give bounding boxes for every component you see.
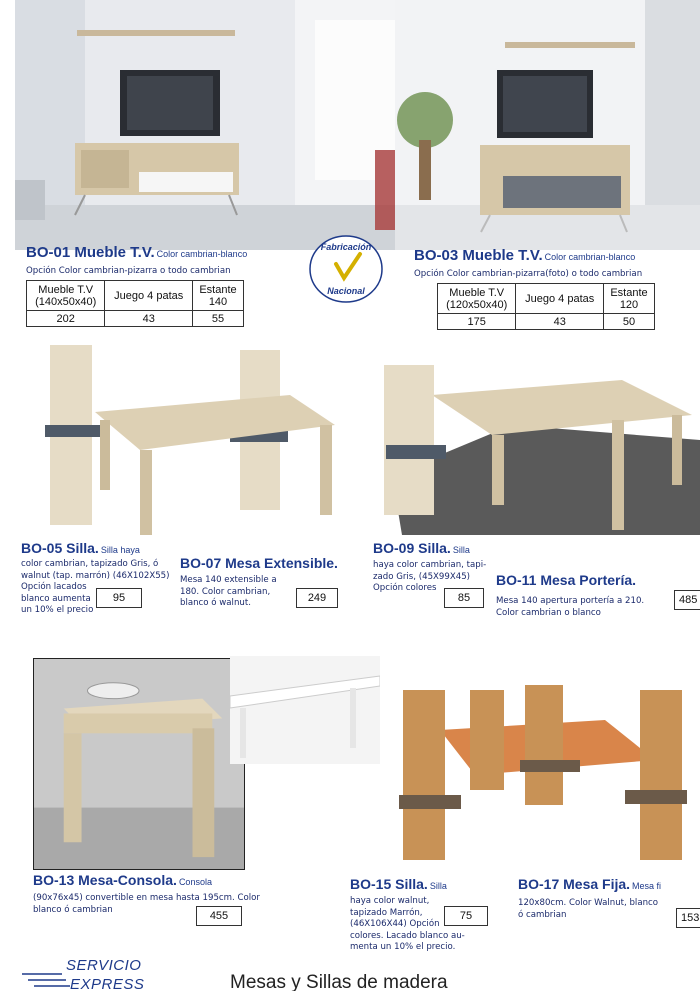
photo-bo01 <box>15 0 413 250</box>
header-cell: Mueble T.V (120x50x40) <box>438 284 516 314</box>
product-code-bo11: BO-11 Mesa Portería. <box>496 572 637 588</box>
product-code-bo17: BO-17 Mesa Fija. Mesa fi <box>518 876 662 892</box>
price-bo13: 455 <box>196 906 242 926</box>
servicio-express-logo <box>22 956 162 991</box>
photo-bo05-bo07 <box>40 340 340 540</box>
photo-bo03 <box>395 0 700 250</box>
desc-bo09: haya color cambrian, tapi- zado Gris, (45X99X45) Opción colores <box>373 560 487 594</box>
color-note: Consola <box>178 877 212 887</box>
product-code-bo13: BO-13 Mesa-Consola. Consola <box>33 872 212 888</box>
desc-bo15: haya color walnut, tapizado Marrón, (46X106X44) Opción colores. Lacado blanco au- menta un 10% el precio. <box>350 896 465 953</box>
photo-bo13-extended <box>230 656 380 764</box>
header-cell: Juego 4 patas <box>516 284 604 314</box>
product-code-bo03: BO-03 Mueble T.V. Color cambrian-blanco <box>414 247 636 264</box>
color-note: Silla <box>452 545 470 555</box>
photo-bo13 <box>33 658 245 870</box>
spec-table-bo03 <box>437 283 655 330</box>
header-cell: Estante 140 <box>193 281 244 311</box>
price-bo09: 85 <box>444 588 484 608</box>
color-note: Color cambrian-blanco <box>544 252 636 262</box>
product-code-bo05: BO-05 Silla. Silla haya <box>21 540 140 556</box>
badge-line2: Nacional <box>327 286 365 296</box>
desc-bo07: Mesa 140 extensible a 180. Color cambrian, blanco ó walnut. <box>180 575 277 609</box>
badge-line1: Fabricación <box>320 242 372 252</box>
product-code-bo07: BO-07 Mesa Extensible. <box>180 555 338 571</box>
product-code-bo01: BO-01 Mueble T.V. Color cambrian-blanco <box>26 244 248 261</box>
value-cell: 55 <box>193 311 244 327</box>
spec-table-bo01 <box>26 280 244 327</box>
page-title: Mesas y Sillas de madera <box>230 972 448 991</box>
option-text-bo03: Opción Color cambrian-pizarra(foto) o todo cambrian <box>414 269 643 279</box>
value-cell: 43 <box>105 311 193 327</box>
color-note: Silla haya <box>100 545 140 555</box>
value-cell: 175 <box>438 314 516 330</box>
logo-line2: EXPRESS <box>70 976 145 991</box>
value-cell: 202 <box>27 311 105 327</box>
photo-bo09-bo11 <box>372 355 700 540</box>
desc-bo11: Mesa 140 apertura portería a 210. Color cambrian o blanco <box>496 596 645 618</box>
product-code-bo09: BO-09 Silla. Silla <box>373 540 470 556</box>
value-cell: 43 <box>516 314 604 330</box>
color-note: Silla <box>429 881 447 891</box>
price-bo11: 485 <box>674 590 700 610</box>
header-cell: Mueble T.V (140x50x40) <box>27 281 105 311</box>
option-text-bo01: Opción Color cambrian-pizarra o todo cambrian <box>26 266 231 276</box>
header-cell: Estante 120 <box>604 284 655 314</box>
price-bo15: 75 <box>444 906 488 926</box>
logo-line1: SERVICIO <box>66 957 142 974</box>
price-bo07: 249 <box>296 588 338 608</box>
desc-bo05: color cambrian, tapizado Gris, ó walnut (tap. marrón) (46X102X55) Opción lacados blanco aumenta un 10% el precio <box>21 559 170 616</box>
color-note: Mesa fi <box>632 881 662 891</box>
desc-bo17: 120x80cm. Color Walnut, blanco ó cambrian <box>518 898 659 920</box>
price-bo17: 153 <box>676 908 700 928</box>
photo-bo15-bo17 <box>395 685 700 870</box>
fabricacion-nacional-badge <box>308 234 384 304</box>
value-cell: 50 <box>604 314 655 330</box>
product-code-bo15: BO-15 Silla. Silla <box>350 876 447 892</box>
header-cell: Juego 4 patas <box>105 281 193 311</box>
color-note: Color cambrian-blanco <box>156 249 248 259</box>
desc-bo13: (90x76x45) convertible en mesa hasta 195cm. Color blanco ó cambrian <box>33 893 260 915</box>
price-bo05: 95 <box>96 588 142 608</box>
